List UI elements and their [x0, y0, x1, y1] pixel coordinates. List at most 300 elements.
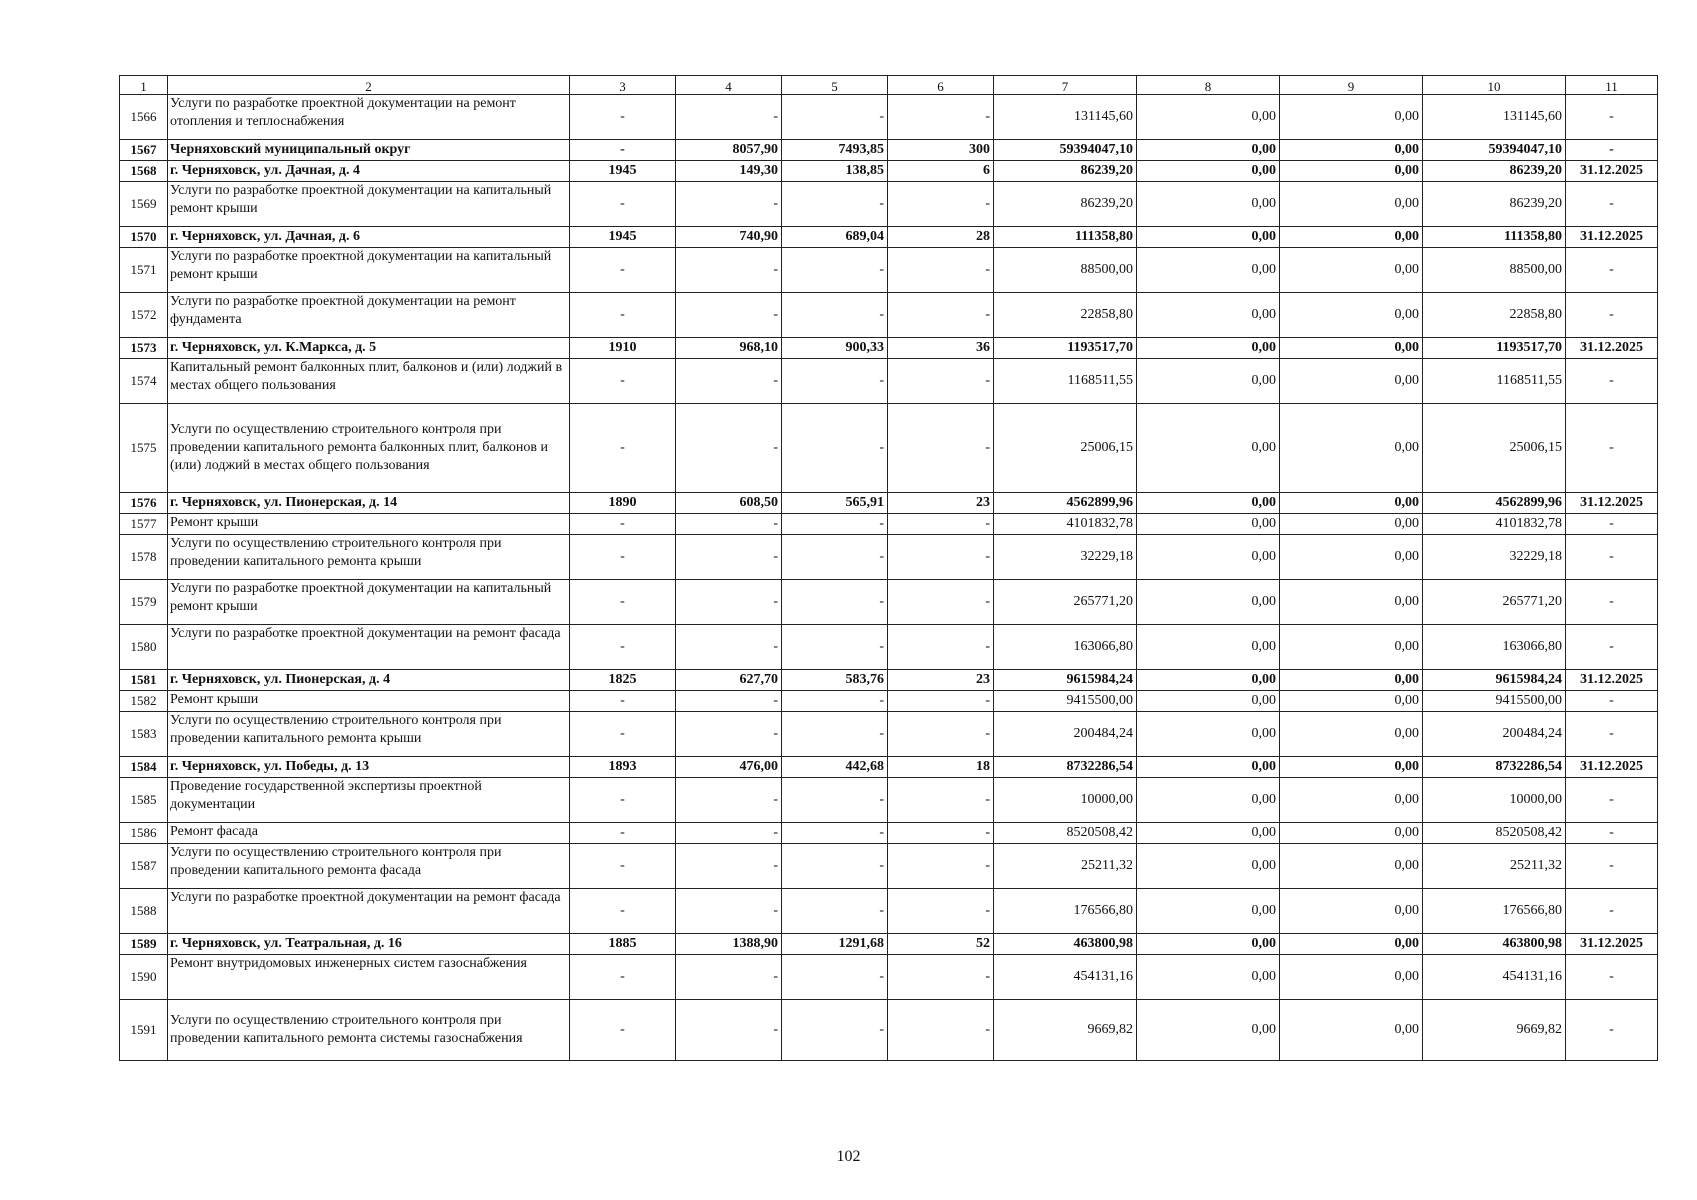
row-number-cell: 1575: [120, 404, 168, 493]
col10-cell: 22858,80: [1423, 293, 1566, 338]
col8-cell: 0,00: [1137, 161, 1280, 182]
row-number-cell: 1582: [120, 691, 168, 712]
col7-cell: 176566,80: [994, 889, 1137, 934]
col4-cell: -: [676, 248, 782, 293]
work-description-cell: Услуги по разработке проектной документации на ремонт отопления и теплоснабжения: [168, 95, 570, 140]
col6-cell: -: [888, 955, 994, 1000]
col10-cell: 200484,24: [1423, 712, 1566, 757]
header-cell: 2: [168, 76, 570, 95]
col4-cell: -: [676, 844, 782, 889]
header-cell: 1: [120, 76, 168, 95]
col10-cell: 8732286,54: [1423, 757, 1566, 778]
col10-cell: 163066,80: [1423, 625, 1566, 670]
row-number-cell: 1567: [120, 140, 168, 161]
col8-cell: 0,00: [1137, 670, 1280, 691]
row-number-cell: 1566: [120, 95, 168, 140]
col10-cell: 463800,98: [1423, 934, 1566, 955]
row-number-cell: 1574: [120, 359, 168, 404]
work-description-cell: г. Черняховск, ул. Победы, д. 13: [168, 757, 570, 778]
row-number-cell: 1572: [120, 293, 168, 338]
header-cell: 7: [994, 76, 1137, 95]
col7-cell: 8732286,54: [994, 757, 1137, 778]
col5-cell: -: [782, 535, 888, 580]
col6-cell: 28: [888, 227, 994, 248]
row-number-cell: 1571: [120, 248, 168, 293]
col3-cell: -: [570, 778, 676, 823]
col6-cell: -: [888, 889, 994, 934]
work-description-cell: Услуги по осуществлению строительного контроля при проведении капитального ремонта крыши: [168, 712, 570, 757]
work-item-row: [120, 514, 1658, 535]
col5-cell: 900,33: [782, 338, 888, 359]
work-item-row: [120, 823, 1658, 844]
col5-cell: -: [782, 293, 888, 338]
col5-cell: -: [782, 844, 888, 889]
col7-cell: 86239,20: [994, 161, 1137, 182]
col7-cell: 4101832,78: [994, 514, 1137, 535]
header-cell: 10: [1423, 76, 1566, 95]
col11-cell: -: [1566, 823, 1658, 844]
col7-cell: 1168511,55: [994, 359, 1137, 404]
col8-cell: 0,00: [1137, 934, 1280, 955]
col5-cell: -: [782, 625, 888, 670]
column-number-header: [120, 76, 1658, 95]
work-description-cell: Услуги по осуществлению строительного контроля при проведении капитального ремонта фасада: [168, 844, 570, 889]
col3-cell: 1893: [570, 757, 676, 778]
col4-cell: -: [676, 359, 782, 404]
col7-cell: 10000,00: [994, 778, 1137, 823]
col7-cell: 25006,15: [994, 404, 1137, 493]
col10-cell: 86239,20: [1423, 161, 1566, 182]
col8-cell: 0,00: [1137, 712, 1280, 757]
col4-cell: -: [676, 1000, 782, 1061]
col7-cell: 25211,32: [994, 844, 1137, 889]
col3-cell: -: [570, 404, 676, 493]
header-cell: 9: [1280, 76, 1423, 95]
col3-cell: 1890: [570, 493, 676, 514]
col9-cell: 0,00: [1280, 359, 1423, 404]
col6-cell: -: [888, 248, 994, 293]
col6-cell: 300: [888, 140, 994, 161]
col8-cell: 0,00: [1137, 955, 1280, 1000]
col8-cell: 0,00: [1137, 182, 1280, 227]
col5-cell: 7493,85: [782, 140, 888, 161]
col11-cell: -: [1566, 359, 1658, 404]
col4-cell: 8057,90: [676, 140, 782, 161]
col4-cell: 1388,90: [676, 934, 782, 955]
col4-cell: 149,30: [676, 161, 782, 182]
col3-cell: -: [570, 182, 676, 227]
work-description-cell: Ремонт крыши: [168, 691, 570, 712]
col7-cell: 265771,20: [994, 580, 1137, 625]
col8-cell: 0,00: [1137, 227, 1280, 248]
col6-cell: -: [888, 580, 994, 625]
col11-cell: -: [1566, 580, 1658, 625]
col3-cell: -: [570, 535, 676, 580]
col5-cell: 689,04: [782, 227, 888, 248]
work-description-cell: Услуги по разработке проектной документации на капитальный ремонт крыши: [168, 248, 570, 293]
col11-cell: -: [1566, 248, 1658, 293]
col6-cell: 18: [888, 757, 994, 778]
address-row: [120, 140, 1658, 161]
work-description-cell: Ремонт крыши: [168, 514, 570, 535]
col8-cell: 0,00: [1137, 140, 1280, 161]
col3-cell: -: [570, 691, 676, 712]
col8-cell: 0,00: [1137, 844, 1280, 889]
col6-cell: 36: [888, 338, 994, 359]
work-item-row: [120, 95, 1658, 140]
col9-cell: 0,00: [1280, 691, 1423, 712]
col8-cell: 0,00: [1137, 580, 1280, 625]
col4-cell: -: [676, 889, 782, 934]
col8-cell: 0,00: [1137, 514, 1280, 535]
col10-cell: 4562899,96: [1423, 493, 1566, 514]
col3-cell: 1945: [570, 227, 676, 248]
col4-cell: 476,00: [676, 757, 782, 778]
col7-cell: 111358,80: [994, 227, 1137, 248]
col3-cell: -: [570, 359, 676, 404]
col8-cell: 0,00: [1137, 359, 1280, 404]
col5-cell: -: [782, 404, 888, 493]
col11-cell: -: [1566, 182, 1658, 227]
document-sheet: [119, 75, 1657, 1061]
repair-program-table: [119, 75, 1658, 1061]
col9-cell: 0,00: [1280, 955, 1423, 1000]
col9-cell: 0,00: [1280, 140, 1423, 161]
col7-cell: 163066,80: [994, 625, 1137, 670]
col4-cell: -: [676, 182, 782, 227]
work-item-row: [120, 580, 1658, 625]
col3-cell: -: [570, 95, 676, 140]
col3-cell: -: [570, 823, 676, 844]
row-number-cell: 1585: [120, 778, 168, 823]
col5-cell: -: [782, 514, 888, 535]
col4-cell: -: [676, 712, 782, 757]
col5-cell: -: [782, 955, 888, 1000]
row-number-cell: 1587: [120, 844, 168, 889]
col6-cell: -: [888, 1000, 994, 1061]
col7-cell: 8520508,42: [994, 823, 1137, 844]
col9-cell: 0,00: [1280, 778, 1423, 823]
col6-cell: -: [888, 182, 994, 227]
col3-cell: -: [570, 1000, 676, 1061]
col5-cell: -: [782, 248, 888, 293]
col6-cell: -: [888, 625, 994, 670]
col11-cell: 31.12.2025: [1566, 227, 1658, 248]
header-cell: 4: [676, 76, 782, 95]
col9-cell: 0,00: [1280, 889, 1423, 934]
col7-cell: 59394047,10: [994, 140, 1137, 161]
row-number-cell: 1578: [120, 535, 168, 580]
col8-cell: 0,00: [1137, 95, 1280, 140]
col9-cell: 0,00: [1280, 625, 1423, 670]
col7-cell: 9415500,00: [994, 691, 1137, 712]
work-item-row: [120, 625, 1658, 670]
col4-cell: 608,50: [676, 493, 782, 514]
col10-cell: 9615984,24: [1423, 670, 1566, 691]
col10-cell: 59394047,10: [1423, 140, 1566, 161]
row-number-cell: 1591: [120, 1000, 168, 1061]
work-description-cell: Услуги по разработке проектной документации на ремонт фасада: [168, 625, 570, 670]
row-number-cell: 1570: [120, 227, 168, 248]
col9-cell: 0,00: [1280, 493, 1423, 514]
row-number-cell: 1576: [120, 493, 168, 514]
col6-cell: -: [888, 778, 994, 823]
col10-cell: 4101832,78: [1423, 514, 1566, 535]
col9-cell: 0,00: [1280, 95, 1423, 140]
col4-cell: -: [676, 580, 782, 625]
col5-cell: -: [782, 778, 888, 823]
work-item-row: [120, 1000, 1658, 1061]
col6-cell: -: [888, 691, 994, 712]
col5-cell: -: [782, 823, 888, 844]
col10-cell: 10000,00: [1423, 778, 1566, 823]
col10-cell: 86239,20: [1423, 182, 1566, 227]
work-item-row: [120, 535, 1658, 580]
col4-cell: 968,10: [676, 338, 782, 359]
col5-cell: -: [782, 580, 888, 625]
col10-cell: 1193517,70: [1423, 338, 1566, 359]
col8-cell: 0,00: [1137, 293, 1280, 338]
col11-cell: -: [1566, 514, 1658, 535]
work-item-row: [120, 844, 1658, 889]
col8-cell: 0,00: [1137, 778, 1280, 823]
work-description-cell: г. Черняховск, ул. Пионерская, д. 14: [168, 493, 570, 514]
col11-cell: 31.12.2025: [1566, 757, 1658, 778]
col11-cell: 31.12.2025: [1566, 161, 1658, 182]
col4-cell: -: [676, 514, 782, 535]
col9-cell: 0,00: [1280, 844, 1423, 889]
col11-cell: 31.12.2025: [1566, 670, 1658, 691]
col11-cell: -: [1566, 712, 1658, 757]
work-description-cell: Услуги по осуществлению строительного контроля при проведении капитального ремонта балконных плит, балконов и (или) лоджий в местах общего пользования: [168, 404, 570, 493]
work-item-row: [120, 404, 1658, 493]
row-number-cell: 1579: [120, 580, 168, 625]
row-number-cell: 1581: [120, 670, 168, 691]
col6-cell: 52: [888, 934, 994, 955]
col7-cell: 32229,18: [994, 535, 1137, 580]
col5-cell: 583,76: [782, 670, 888, 691]
col4-cell: -: [676, 404, 782, 493]
work-description-cell: г. Черняховск, ул. Пионерская, д. 4: [168, 670, 570, 691]
work-description-cell: Ремонт внутридомовых инженерных систем газоснабжения: [168, 955, 570, 1000]
work-description-cell: Проведение государственной экспертизы проектной документации: [168, 778, 570, 823]
col10-cell: 1168511,55: [1423, 359, 1566, 404]
col10-cell: 454131,16: [1423, 955, 1566, 1000]
work-item-row: [120, 889, 1658, 934]
col6-cell: -: [888, 359, 994, 404]
col10-cell: 176566,80: [1423, 889, 1566, 934]
col9-cell: 0,00: [1280, 670, 1423, 691]
col3-cell: -: [570, 248, 676, 293]
header-cell: 8: [1137, 76, 1280, 95]
col4-cell: -: [676, 955, 782, 1000]
col5-cell: 1291,68: [782, 934, 888, 955]
col9-cell: 0,00: [1280, 248, 1423, 293]
col6-cell: -: [888, 404, 994, 493]
col4-cell: 627,70: [676, 670, 782, 691]
col8-cell: 0,00: [1137, 625, 1280, 670]
work-description-cell: Услуги по разработке проектной документации на капитальный ремонт крыши: [168, 182, 570, 227]
col11-cell: 31.12.2025: [1566, 493, 1658, 514]
row-number-cell: 1584: [120, 757, 168, 778]
col4-cell: -: [676, 293, 782, 338]
work-description-cell: Услуги по осуществлению строительного контроля при проведении капитального ремонта крыши: [168, 535, 570, 580]
col8-cell: 0,00: [1137, 691, 1280, 712]
col11-cell: -: [1566, 140, 1658, 161]
work-item-row: [120, 248, 1658, 293]
col8-cell: 0,00: [1137, 404, 1280, 493]
col4-cell: -: [676, 625, 782, 670]
col11-cell: -: [1566, 535, 1658, 580]
col8-cell: 0,00: [1137, 338, 1280, 359]
header-cell: 5: [782, 76, 888, 95]
col4-cell: 740,90: [676, 227, 782, 248]
work-description-cell: Услуги по разработке проектной документации на ремонт фундамента: [168, 293, 570, 338]
col5-cell: -: [782, 889, 888, 934]
col9-cell: 0,00: [1280, 535, 1423, 580]
col7-cell: 463800,98: [994, 934, 1137, 955]
row-number-cell: 1583: [120, 712, 168, 757]
page-number: 102: [836, 1148, 861, 1165]
header-cell: 3: [570, 76, 676, 95]
col6-cell: -: [888, 293, 994, 338]
col3-cell: -: [570, 844, 676, 889]
col4-cell: -: [676, 691, 782, 712]
col11-cell: -: [1566, 844, 1658, 889]
col11-cell: -: [1566, 778, 1658, 823]
col5-cell: -: [782, 712, 888, 757]
col8-cell: 0,00: [1137, 823, 1280, 844]
work-item-row: [120, 955, 1658, 1000]
work-description-cell: Услуги по разработке проектной документации на капитальный ремонт крыши: [168, 580, 570, 625]
col11-cell: -: [1566, 625, 1658, 670]
address-row: [120, 757, 1658, 778]
row-number-cell: 1589: [120, 934, 168, 955]
table-body: [120, 76, 1658, 1061]
col3-cell: -: [570, 712, 676, 757]
col10-cell: 265771,20: [1423, 580, 1566, 625]
work-item-row: [120, 182, 1658, 227]
col3-cell: -: [570, 580, 676, 625]
col6-cell: -: [888, 823, 994, 844]
col10-cell: 8520508,42: [1423, 823, 1566, 844]
col5-cell: -: [782, 1000, 888, 1061]
col5-cell: 565,91: [782, 493, 888, 514]
work-description-cell: г. Черняховск, ул. Дачная, д. 6: [168, 227, 570, 248]
col4-cell: -: [676, 778, 782, 823]
col11-cell: 31.12.2025: [1566, 338, 1658, 359]
work-item-row: [120, 778, 1658, 823]
address-row: [120, 227, 1658, 248]
header-cell: 6: [888, 76, 994, 95]
row-number-cell: 1577: [120, 514, 168, 535]
col9-cell: 0,00: [1280, 404, 1423, 493]
col11-cell: -: [1566, 691, 1658, 712]
col7-cell: 88500,00: [994, 248, 1137, 293]
col3-cell: 1885: [570, 934, 676, 955]
col11-cell: -: [1566, 95, 1658, 140]
address-row: [120, 161, 1658, 182]
col6-cell: 23: [888, 670, 994, 691]
col11-cell: -: [1566, 293, 1658, 338]
col5-cell: -: [782, 359, 888, 404]
col9-cell: 0,00: [1280, 712, 1423, 757]
col6-cell: 23: [888, 493, 994, 514]
col4-cell: -: [676, 95, 782, 140]
col10-cell: 88500,00: [1423, 248, 1566, 293]
col5-cell: -: [782, 691, 888, 712]
col9-cell: 0,00: [1280, 161, 1423, 182]
col8-cell: 0,00: [1137, 493, 1280, 514]
col7-cell: 9615984,24: [994, 670, 1137, 691]
row-number-cell: 1568: [120, 161, 168, 182]
address-row: [120, 670, 1658, 691]
work-item-row: [120, 359, 1658, 404]
col3-cell: -: [570, 625, 676, 670]
work-item-row: [120, 691, 1658, 712]
row-number-cell: 1588: [120, 889, 168, 934]
col11-cell: -: [1566, 955, 1658, 1000]
row-number-cell: 1590: [120, 955, 168, 1000]
row-number-cell: 1580: [120, 625, 168, 670]
work-description-cell: Услуги по разработке проектной документации на ремонт фасада: [168, 889, 570, 934]
col11-cell: -: [1566, 404, 1658, 493]
col10-cell: 9415500,00: [1423, 691, 1566, 712]
col9-cell: 0,00: [1280, 823, 1423, 844]
col9-cell: 0,00: [1280, 338, 1423, 359]
work-description-cell: г. Черняховск, ул. Театральная, д. 16: [168, 934, 570, 955]
col9-cell: 0,00: [1280, 580, 1423, 625]
col6-cell: 6: [888, 161, 994, 182]
col5-cell: 138,85: [782, 161, 888, 182]
address-row: [120, 493, 1658, 514]
col7-cell: 131145,60: [994, 95, 1137, 140]
address-row: [120, 338, 1658, 359]
address-row: [120, 934, 1658, 955]
col6-cell: -: [888, 95, 994, 140]
col7-cell: 4562899,96: [994, 493, 1137, 514]
col4-cell: -: [676, 535, 782, 580]
col7-cell: 9669,82: [994, 1000, 1137, 1061]
col9-cell: 0,00: [1280, 293, 1423, 338]
col4-cell: -: [676, 823, 782, 844]
col8-cell: 0,00: [1137, 889, 1280, 934]
col3-cell: -: [570, 955, 676, 1000]
col5-cell: 442,68: [782, 757, 888, 778]
col3-cell: 1945: [570, 161, 676, 182]
col10-cell: 32229,18: [1423, 535, 1566, 580]
col11-cell: -: [1566, 1000, 1658, 1061]
col8-cell: 0,00: [1137, 757, 1280, 778]
col3-cell: -: [570, 293, 676, 338]
col9-cell: 0,00: [1280, 757, 1423, 778]
col9-cell: 0,00: [1280, 514, 1423, 535]
col3-cell: 1825: [570, 670, 676, 691]
col7-cell: 454131,16: [994, 955, 1137, 1000]
work-description-cell: Капитальный ремонт балконных плит, балконов и (или) лоджий в местах общего пользования: [168, 359, 570, 404]
work-description-cell: г. Черняховск, ул. К.Маркса, д. 5: [168, 338, 570, 359]
col10-cell: 131145,60: [1423, 95, 1566, 140]
work-item-row: [120, 293, 1658, 338]
work-description-cell: Черняховский муниципальный округ: [168, 140, 570, 161]
work-description-cell: Услуги по осуществлению строительного контроля при проведении капитального ремонта системы газоснабжения: [168, 1000, 570, 1061]
col9-cell: 0,00: [1280, 182, 1423, 227]
col6-cell: -: [888, 712, 994, 757]
header-cell: 11: [1566, 76, 1658, 95]
col5-cell: -: [782, 95, 888, 140]
col5-cell: -: [782, 182, 888, 227]
col3-cell: -: [570, 889, 676, 934]
